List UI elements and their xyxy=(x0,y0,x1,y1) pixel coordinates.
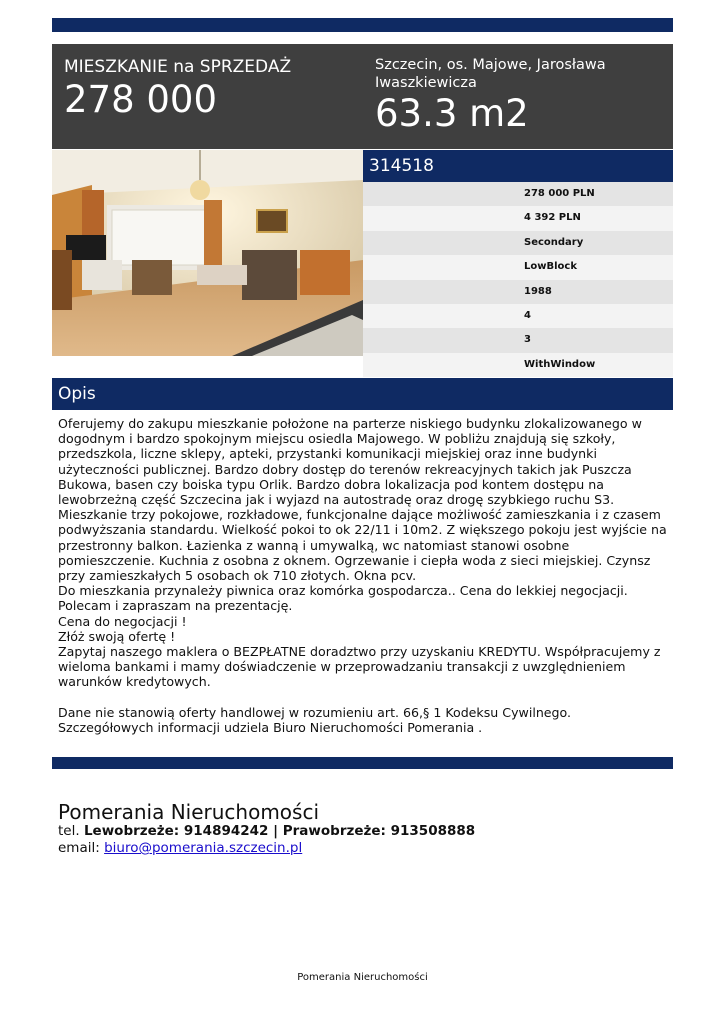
property-photo xyxy=(52,150,363,356)
paragraph-gap xyxy=(58,690,668,705)
area-headline: 63.3 m2 xyxy=(375,92,529,135)
description-paragraph: Mieszkanie trzy pokojowe, rozkładowe, funkcjonalne dające możliwość zamieszkania i z czasem podwyższania standardu. Wielkość pokoi to ok 22/11 i 10m2. Z większego pokoju jest wyjście na przestronny balkon. Łazienka z wanną i umywalką, wc natomiast stanowi osobne pomieszczenie. Kuchnia z osobna z oknem. Ogrzewanie i ciepła woda z sieci miejskiej. Czynsz przy zamieszkałych 5 osobach ok 710 złotych. Okna pcv. xyxy=(58,507,667,584)
bottom-accent-bar xyxy=(52,757,673,769)
footer-text: Pomerania Nieruchomości xyxy=(297,972,428,983)
email-link[interactable]: biuro@pomerania.szczecin.pl xyxy=(104,840,303,856)
email-line xyxy=(58,840,302,856)
offer-type: MIESZKANIE na SPRZEDAŻ xyxy=(64,57,292,77)
description-paragraph: Złóż swoją ofertę ! xyxy=(58,628,176,644)
listing-header xyxy=(52,44,673,149)
description-heading: Opis xyxy=(52,378,673,410)
details-table xyxy=(363,182,673,377)
detail-building-type: LowBlock xyxy=(363,255,673,279)
company-name: Pomerania Nieruchomości xyxy=(58,800,320,824)
description-body xyxy=(58,416,668,735)
detail-price: 278 000 PLN xyxy=(363,182,673,206)
detail-market: Secondary xyxy=(363,231,673,255)
description-paragraph: Cena do negocjacji ! xyxy=(58,613,187,629)
header-left xyxy=(64,57,354,121)
email-label: email: xyxy=(58,840,105,856)
description-paragraph: Do mieszkania przynależy piwnica oraz komórka gospodarcza.. Cena do lekkiej negocjacji. Polecam i zapraszam na prezentację. xyxy=(58,583,628,614)
detail-value-3: 3 xyxy=(363,328,673,352)
top-accent-bar xyxy=(52,18,673,32)
header-right xyxy=(375,56,665,135)
description-paragraph: Oferujemy do zakupu mieszkanie położone na parterze niskiego budynku zlokalizowanego w dogodnym i bardzo spokojnym miejscu osiedla Majowego. W pobliżu znajdują się szkoły, przedszkola, liczne sklepy, apteki, przystanki komunikacji miejskiej oraz inne budynki użyteczności publicznej. Bardzo dobry dostęp do terenów rekreacyjnych takich jak Puszcza Bukowa, basen czy boiska typu Orlik. Bardzo dobra lokalizacja pod kontem dostępu na lewobrzeżną część Szczecina jak i wyjazd na autostradę oraz drogę szybkiego ruchu S3. xyxy=(58,416,642,508)
description-paragraph: Zapytaj naszego maklera o BEZPŁATNE doradztwo przy uzyskaniu KREDYTU. Współpracujemy z wieloma bankami i mamy doświadczenie w przeprowadzaniu transakcji z uwzględnieniem warunków kredytowych. xyxy=(58,644,661,690)
phone-line xyxy=(58,823,475,839)
price-headline: 278 000 xyxy=(64,78,218,121)
detail-kitchen: WithWindow xyxy=(363,353,673,377)
detail-price-per-m2: 4 392 PLN xyxy=(363,206,673,230)
phone-numbers: Lewobrzeże: 914894242 | Prawobrzeże: 913508888 xyxy=(83,823,476,839)
listing-id: 314518 xyxy=(363,150,673,182)
property-address: Szczecin, os. Majowe, Jarosława Iwaszkiewicza xyxy=(375,57,606,91)
detail-build-year: 1988 xyxy=(363,280,673,304)
detail-value-4: 4 xyxy=(363,304,673,328)
phone-label: tel. xyxy=(58,823,84,839)
disclaimer: Dane nie stanowią oferty handlowej w rozumieniu art. 66,§ 1 Kodeksu Cywilnego. Szczegółowych informacji udziela Biuro Nieruchomości Pomerania . xyxy=(58,704,572,736)
